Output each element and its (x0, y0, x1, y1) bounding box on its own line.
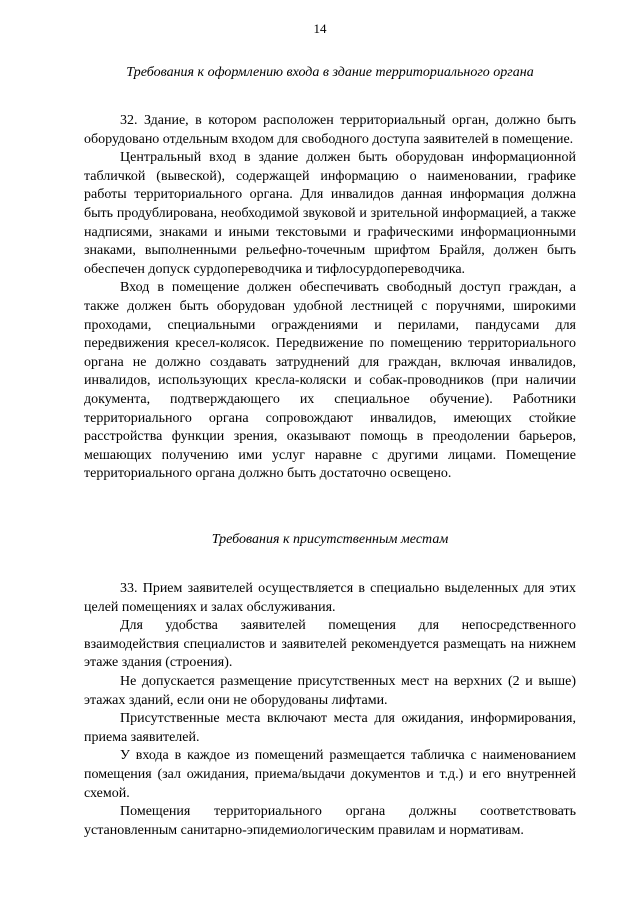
paragraph: Центральный вход в здание должен быть оборудован информационной табличкой (вывеской), содержащей информацию о наименовании, графике работы территориального органа. Для инвалидов данная информация должна быть продублирована, необходимой звуковой и зрительной информацией, а также надписями, знаками и иными текстовыми и графическими информационными знаками, выполненными рельефно-точечным шрифтом Брайля, должен быть обеспечен допуск сурдопереводчика и тифлосурдопереводчика. (84, 150, 576, 277)
paragraph: У входа в каждое из помещений размещается табличка с наименованием помещения (зал ожидания, приема/выдачи документов и т.д.) и его внутренней схемой. (84, 748, 576, 801)
section-heading-entrance: Требования к оформлению входа в здание территориального органа (126, 65, 534, 80)
section-heading-reception-places: Требования к присутственным местам (211, 532, 449, 547)
paragraph: Вход в помещение должен обеспечивать свободный доступ граждан, а также должен быть оборудован удобной лестницей с поручнями, широкими проходами, специальными ограждениями и перилами, пандусами для передвижения кресел-колясок. Передвижение по помещению территориального органа не должно создавать затруднений для граждан, включая инвалидов, инвалидов, использующих кресла-коляски и собак-проводников (при наличии документа, подтверждающего их специальное обучение). Работники территориального органа сопровождают инвалидов, имеющих стойкие расстройства функции зрения, оказывают помощь в преодолении барьеров, мешающих получению ими услуг наравне с другими лицами. Помещение территориального органа должно быть достаточно освещено. (84, 280, 576, 482)
paragraph: 33. Прием заявителей осуществляется в специально выделенных для этих целей помещениях и залах обслуживания. (84, 581, 576, 615)
paragraph: Не допускается размещение присутственных мест на верхних (2 и выше) этажах зданий, если они не оборудованы лифтами. (84, 673, 576, 708)
page-number: 14 (313, 21, 327, 36)
paragraph: Присутственные места включают места для ожидания, информирования, приема заявителей. (84, 711, 576, 745)
section-body-reception-places (84, 580, 576, 840)
section-body-entrance (84, 112, 576, 484)
paragraph: 32. Здание, в котором расположен территориальный орган, должно быть оборудовано отдельным входом для свободного доступа заявителей в помещение. (84, 113, 576, 147)
paragraph: Помещения территориального органа должны соответствовать установленным санитарно-эпидемиологическим правилам и нормативам. (84, 804, 576, 838)
paragraph: Для удобства заявителей помещения для непосредственного взаимодействия специалистов и заявителей рекомендуется размещать на нижнем этаже здания (строения). (84, 618, 576, 671)
